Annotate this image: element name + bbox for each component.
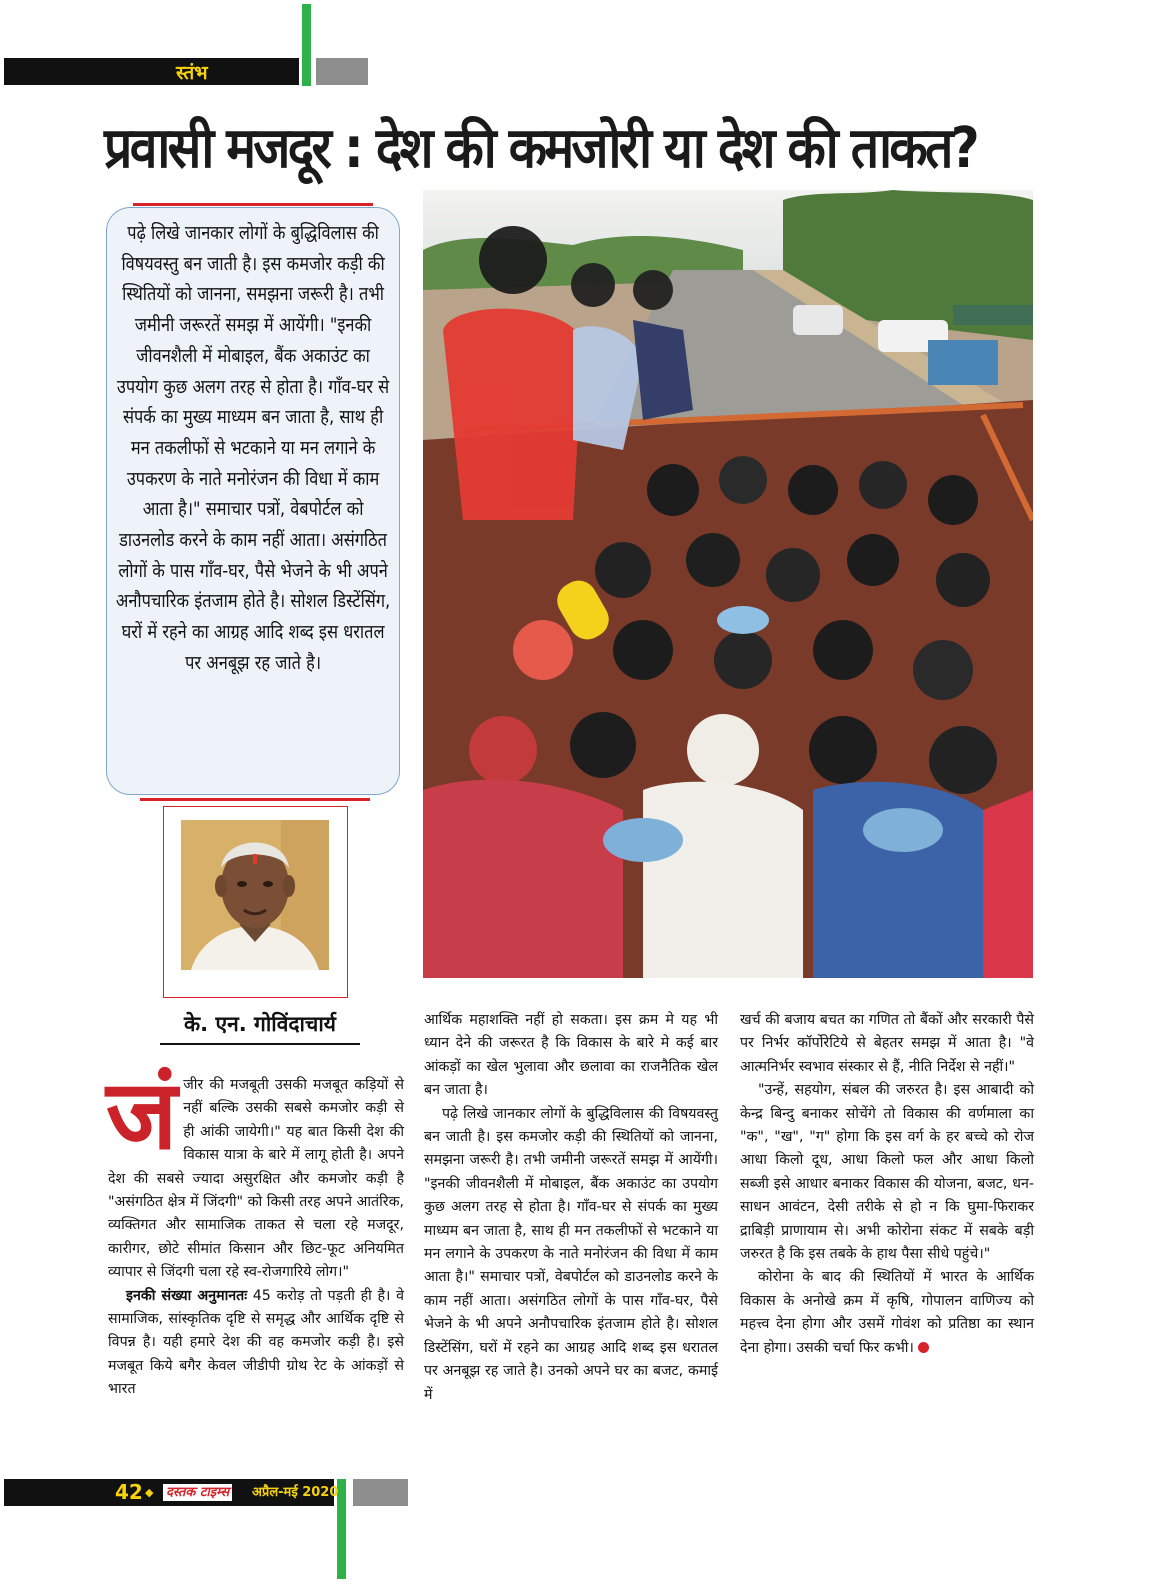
end-mark-icon [918, 1342, 929, 1353]
article-col1-paragraph-2: 45 करोड़ तो पड़ती ही है। वे सामाजिक, सांस्कृतिक दृष्टि से समृद्ध और आर्थिक दृष्टि से विपन्न है। यही हमारे देश की वह कमजोर कड़ी है। इसे मजबूत किये बगैर केवल जीडीपी ग्रोथ रेट के आंकड़ों से भारत [108, 1287, 404, 1398]
article-col3-paragraph-1: खर्च की बजाय बचत का गणित तो बैंकों और सरकारी पैसे पर निर्भर कॉर्पोरेटिये से बेहतर समझ में आता है। "वे आत्मनिर्भर स्वभाव संस्कार से हैं, नीति निर्देश से नहीं।" [740, 1012, 1034, 1075]
pull-quote-text: पढ़े लिखे जानकार लोगों के बुद्धिविलास की विषयवस्तु बन जाती है। इस कमजोर कड़ी की स्थितियों को जानना, समझना जरूरी है। तभी जमीनी जरूरतें समझ में आयेंगी। "इनकी जीवनशैली में मोबाइल, बैंक अकाउंट का उपयोग कुछ अलग तरह से होता है। गाँव-घर से संपर्क का मुख्य माध्यम बन जाता है, साथ ही मन तकलीफों से भटकाने या मन लगाने के उपकरण के नाते मनोरंजन की विधा में काम आता है।" समाचार पत्रों, वेबपोर्टल को डाउनलोड करने के काम नहीं आता। असंगठित लोगों के पास गाँव-घर, पैसे भेजने के भी अपने अनौपचारिक इंतजाम होते है। सोशल डिस्टेंसिंग, घरों में रहने का आग्रह आदि शब्द इस धरातल पर अनबूझ रह जाते है। [115, 222, 391, 674]
article-column-3 [740, 1009, 1034, 1360]
footer-bullet-icon: ◆ [145, 1486, 154, 1499]
author-name: के. एन. गोविंदाचार्य [184, 1012, 336, 1036]
pull-quote [106, 207, 400, 795]
article-col3-paragraph-2: "उन्हें, सहयोग, संबल की जरुरत है। इस आबादी को केन्द्र बिन्दु बनाकर सोचेंगे तो विकास की वर्णमाला का "क", "ख", "ग" होगा कि इस वर्ग के हर बच्चे को रोज आधा किलो दूध, आधा किलो फल और आधा किलो सब्जी इसे आधार बनाकर विकास की योजना, बजट, धन-साधन आवंटन, देसी तरीके से हो न कि घुमा-फिराकर द्राबिड़ी प्राणायाम से। अभी कोरोना संकट में सबके बड़ी जरुरत है कि इस तबके के हाथ पैसा सीधे पहुंचे।" [740, 1082, 1034, 1263]
page-number: 42 [115, 1480, 143, 1504]
pull-quote-rule-top [133, 203, 373, 206]
dropcap: जं [106, 1059, 178, 1171]
pull-quote-rule-bottom [140, 798, 370, 801]
header-gray-block [316, 58, 368, 85]
header-bar [4, 58, 299, 85]
header-green-rule [302, 4, 311, 86]
article-col3-paragraph-3: कोरोना के बाद की स्थितियों में भारत के आर्थिक विकास के अनोखे क्रम में कृषि, गोपालन वाणिज्य को महत्त्व देना होगा और उसमें गोवंश को प्रतिष्ठा का स्थान देना होगा। उसकी चर्चा फिर कभी। [740, 1269, 1034, 1356]
article-column-1 [106, 1059, 404, 1402]
footer-gray-block [353, 1479, 408, 1506]
migrant-workers-truck-image [423, 190, 1033, 978]
issue-date: अप्रैल-मई 2020 [252, 1485, 339, 1500]
author-portrait-image [181, 820, 329, 970]
article-col1-paragraph-1: जीर की मजबूती उसकी मजबूत कड़ियों से नहीं बल्कि उसकी सबसे कमजोर कड़ी से ही आंकी जायेगी।" यह बात किसी देश की विकास यात्रा के बारे में लागू होती है। अपने देश की सबसे ज्यादा असुरक्षित और कमजोर कड़ी है "असंगठित क्षेत्र में जिंदगी" को किसी तरह अपने आतंरिक, व्यक्तिगत और सामाजिक ताकत से चला रहे मजदूर, कारीगर, छोटे सीमांत किसान और छिट-फूट अनियमित व्यापार से जिंदगी चला रहे स्व-रोजगारिये लोग।" [108, 1077, 404, 1281]
article-col1-lead-in: इनकी संख्या अनुमानतः [126, 1287, 248, 1304]
magazine-logo: दस्तक टाइम्स [163, 1484, 232, 1501]
migrant-workers-truck-photo [423, 190, 1033, 978]
section-label: स्तंभ [176, 62, 208, 84]
author-photo [181, 820, 329, 970]
article-col2-paragraph-1: आर्थिक महाशक्ति नहीं हो सकता। इस क्रम मे यह भी ध्यान देने की जरूरत है कि विकास के बारे मे कई बार आंकड़ों का खेल भुलावा और छलावा का राजनैतिक खेल बन जाता है। [424, 1012, 718, 1099]
headline: प्रवासी मजदूर : देश की कमजोरी या देश की ताकत? [104, 116, 977, 181]
article-column-2 [424, 1009, 718, 1407]
author-name-rule [160, 1043, 360, 1045]
article-col2-paragraph-2: पढ़े लिखे जानकार लोगों के बुद्धिविलास की विषयवस्तु बन जाती है। इस कमजोर कड़ी की स्थितियों को जानना, समझना जरूरी है। तभी जमीनी जरूरतें समझ में आयेंगी। "इनकी जीवनशैली में मोबाइल, बैंक अकाउंट का उपयोग कुछ अलग तरह से होता है। गाँव-घर से संपर्क का मुख्य माध्यम बन जाता है, साथ ही मन तकलीफों से भटकाने या मन लगाने के उपकरण के नाते मनोरंजन की विधा में काम आता है।" समाचार पत्रों, वेबपोर्टल को डाउनलोड करने के काम नहीं आता। असंगठित लोगों के पास गाँव-घर, पैसे भेजने के भी अपने अनौपचारिक इंतजाम होते है। सोशल डिस्टेंसिंग, घरों में रहने का आग्रह आदि शब्द इस धरातल पर अनबूझ रह जाते है। उनको अपने घर का बजट, कमाई में [424, 1105, 718, 1403]
